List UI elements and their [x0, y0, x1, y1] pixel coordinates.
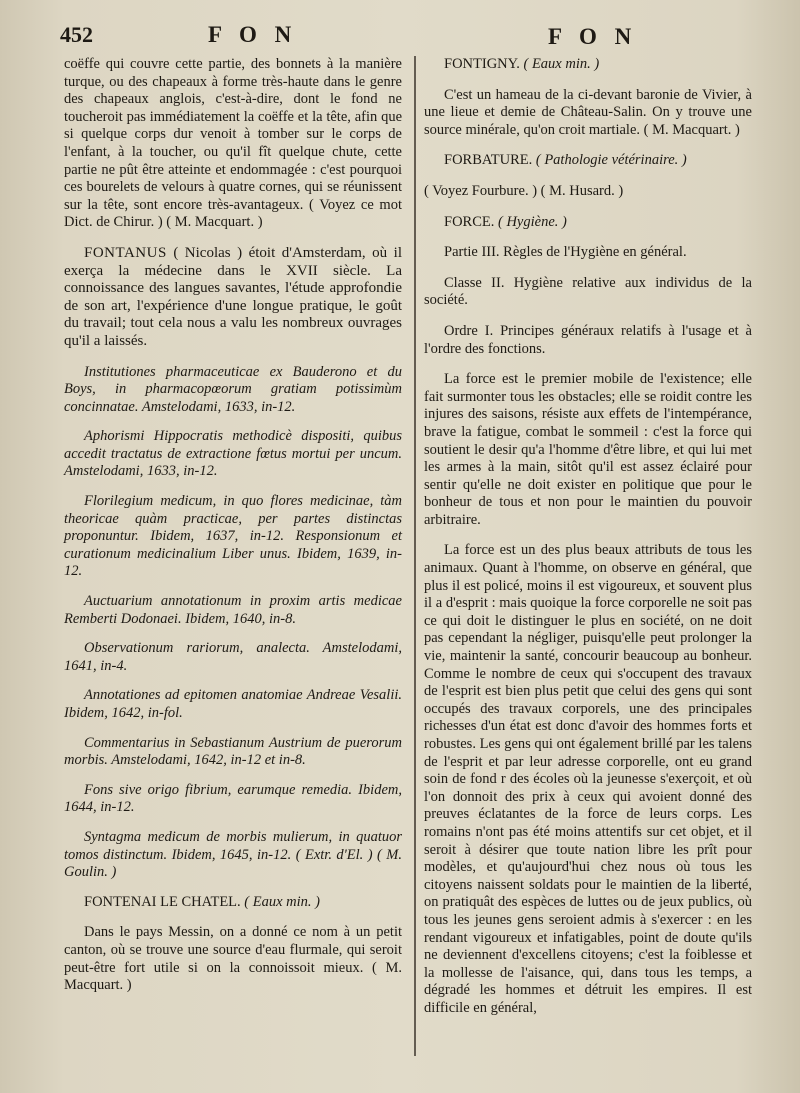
page-number: 452: [60, 22, 93, 47]
entry-forbature-heading: [424, 152, 752, 170]
entry-title: FONTENAI LE CHATEL.: [84, 893, 241, 910]
entry-fontanus: [64, 245, 402, 351]
entry-title: FONTIGNY.: [444, 56, 520, 72]
entry-fontenai-heading: [64, 894, 402, 912]
bibliography-item: Annotationes ad epitomen anatomiae Andreae Vesalii. Ibidem, 1642, in-fol.: [64, 687, 402, 721]
bibliography-item: Fons sive origo fibrium, earumque remedia. Ibidem, 1644, in-12.: [64, 781, 402, 816]
entry-title: FORCE.: [444, 213, 495, 230]
continuation-paragraph: coëffe qui couvre cette partie, des bonnets à la manière turque, ou des chapeaux à forme très-haute dans le genre des chapeaux anglois, c'est-à-dire, dont le fond ne toucheroit pas immédiatement la coëffe et la tête, afin que si quelque corps dur venoit à tomber sur le corps de l'enfant, à la toucher, ou qu'il fît quelque chute, cette partie ne pût être atteinte et endommagée : c'est pourquoi ces bourelets de velours à quatre cornes, qui se réunissent sur la tête, sont encore très-avantageux. ( Voyez ce mot Dict. de Chirur. ) ( M. Macquart. ): [64, 56, 402, 231]
entry-category: ( Eaux min. ): [523, 56, 600, 72]
entry-title: FONTANUS: [84, 244, 167, 261]
entry-category: ( Pathologie vétérinaire. ): [535, 152, 687, 169]
entry-title: FORBATURE.: [444, 152, 533, 169]
bibliography-item: Syntagma medicum de morbis mulierum, in quatuor tomos distinctum. Ibidem, 1645, in-12. ( Extr. d'El. ) ( M. Goulin. ): [64, 828, 402, 881]
running-head-left: F O N: [208, 22, 298, 47]
section-ordre: Ordre I. Principes généraux relatifs à l'usage et à l'ordre des fonctions.: [424, 322, 752, 357]
running-header: [0, 22, 800, 52]
section-classe: Classe II. Hygiène relative aux individus de la société.: [424, 274, 752, 309]
entry-text: ( Voyez Fourbure. ) ( M. Husard. ): [424, 182, 624, 199]
bibliography-list: [64, 364, 402, 882]
left-column: [64, 56, 402, 1008]
entry-text: Dans le pays Messin, on a donné ce nom à un petit canton, où se trouve une source d'eau flurmale, qui seroit peut-être fort utile si on la connoissoit mieux. ( M. Macquart. ): [64, 924, 402, 994]
section-partie: Partie III. Règles de l'Hygiène en général.: [444, 244, 687, 261]
force-paragraph-2: La force est un des plus beaux attributs de tous les animaux. Quant à l'homme, on observe en général, que plus il est policé, moins il est vigoureux, et souvent plus il a d'esprit : mais quoique la force corporelle ne soit pas ce qui doit le distinguer le plus en société, on ne doit pas cependant la négliger, puisqu'elle peut prolonger la vie, maintenir la santé, concourir beaucoup au bonheur. Comme le nombre de ceux qui s'occupent des travaux de l'esprit est bien plus petit que celui des gens qui sont occupés des travaux corporels, une des principales richesses d'un état est donc d'avoir des hommes forts et robustes. Les gens qui ont également brillé par les talens de l'esprit et par leur adresse corporelle, ont eu grand soin de fond r des écoles où la jeunesse s'exerçoit, et où l'on donnoit des prix à ceux qui avoient donné des preuves éclatantes de la force de leurs corps. Les romains n'ont pas été moins attentifs sur cet objet, et il seroit à désirer que toute nation libre les prît pour modèles, et qu'aujourd'hui chez nous où tous les citoyens naissent soldats pour le maintien de la liberté, on pratiquât des espèces de luttes ou de jeux publics, où tous les jeunes gens seroient admis à s'exercer : en les rendant vigoureux et infatigables, point de doute qu'ils ne deviennent d'excellens citoyens; c'est la foiblesse et la mollesse de l'aisance, qui, dans tous les temps, a dégradé les hommes et détruit les empires. Il est difficile en général,: [424, 542, 752, 1016]
force-paragraph-1: La force est le premier mobile de l'existence; elle fait surmonter tous les obstacles; elle se roidit contre les injures des saisons, résiste aux effets de l'intempérance, brave la fatigue, combat le sommeil : c'est la force qui soutient le desir qu'a l'homme d'être libre, et qui lui met les armes à la main, sitôt qu'il est assez éclairé pour sentir qu'elle ne doit exister en politique que pour le bonheur de tous et non pour le maintien du pouvoir arbitraire.: [424, 371, 752, 528]
entry-fontigny-heading: [424, 56, 752, 74]
bibliography-item: Institutiones pharmaceuticae ex Bauderono et du Boys, in pharmacopœorum gratiam potissimùm concinnatae. Amstelodami, 1633, in-12.: [64, 363, 402, 415]
entry-force-heading: [424, 214, 752, 232]
entry-text: C'est un hameau de la ci-devant baronie de Vivier, à une lieue et demie de Château-Salin. On y trouve une source minérale, qu'on croit martiale. ( M. Macquart. ): [424, 86, 752, 138]
bibliography-item: Commentarius in Sebastianum Austrium de puerorum morbis. Amstelodami, 1642, in-12 et in-8.: [64, 734, 402, 769]
entry-category: ( Eaux min. ): [244, 893, 320, 910]
right-column: [424, 56, 752, 1031]
column-divider: [414, 56, 416, 1056]
bibliography-item: Auctuarium annotationum in proxim artis medicae Remberti Dodonaei. Ibidem, 1640, in-8.: [64, 593, 402, 627]
running-head-right: F O N: [548, 24, 638, 49]
bibliography-item: Aphorismi Hippocratis methodicè dispositi, quibus accedit tractatus de extractione fœtus mortui per uncum. Amstelodami, 1633, in-12.: [64, 428, 402, 480]
bibliography-item: Observationum rariorum, analecta. Amstelodami, 1641, in-4.: [64, 640, 402, 674]
entry-category: ( Hygiène. ): [498, 213, 567, 230]
entry-text: ( Nicolas ) étoit d'Amsterdam, où il exerça la médecine dans le XVII siècle. La connoissance des langues savantes, l'étude approfondie de son art, l'expérience d'une longue pratique, le goût du travail; tout cela nous a valu les nombreux ouvrages qu'il a laissés.: [64, 244, 403, 349]
bibliography-item: Florilegium medicum, in quo flores medicinae, tàm theoricae quàm practicae, per partes distinctas proponuntur. Ibidem, 1637, in-12. Responsionum et curationum medicinalium Liber unus. Ibidem, 1639, in-12.: [64, 493, 402, 580]
